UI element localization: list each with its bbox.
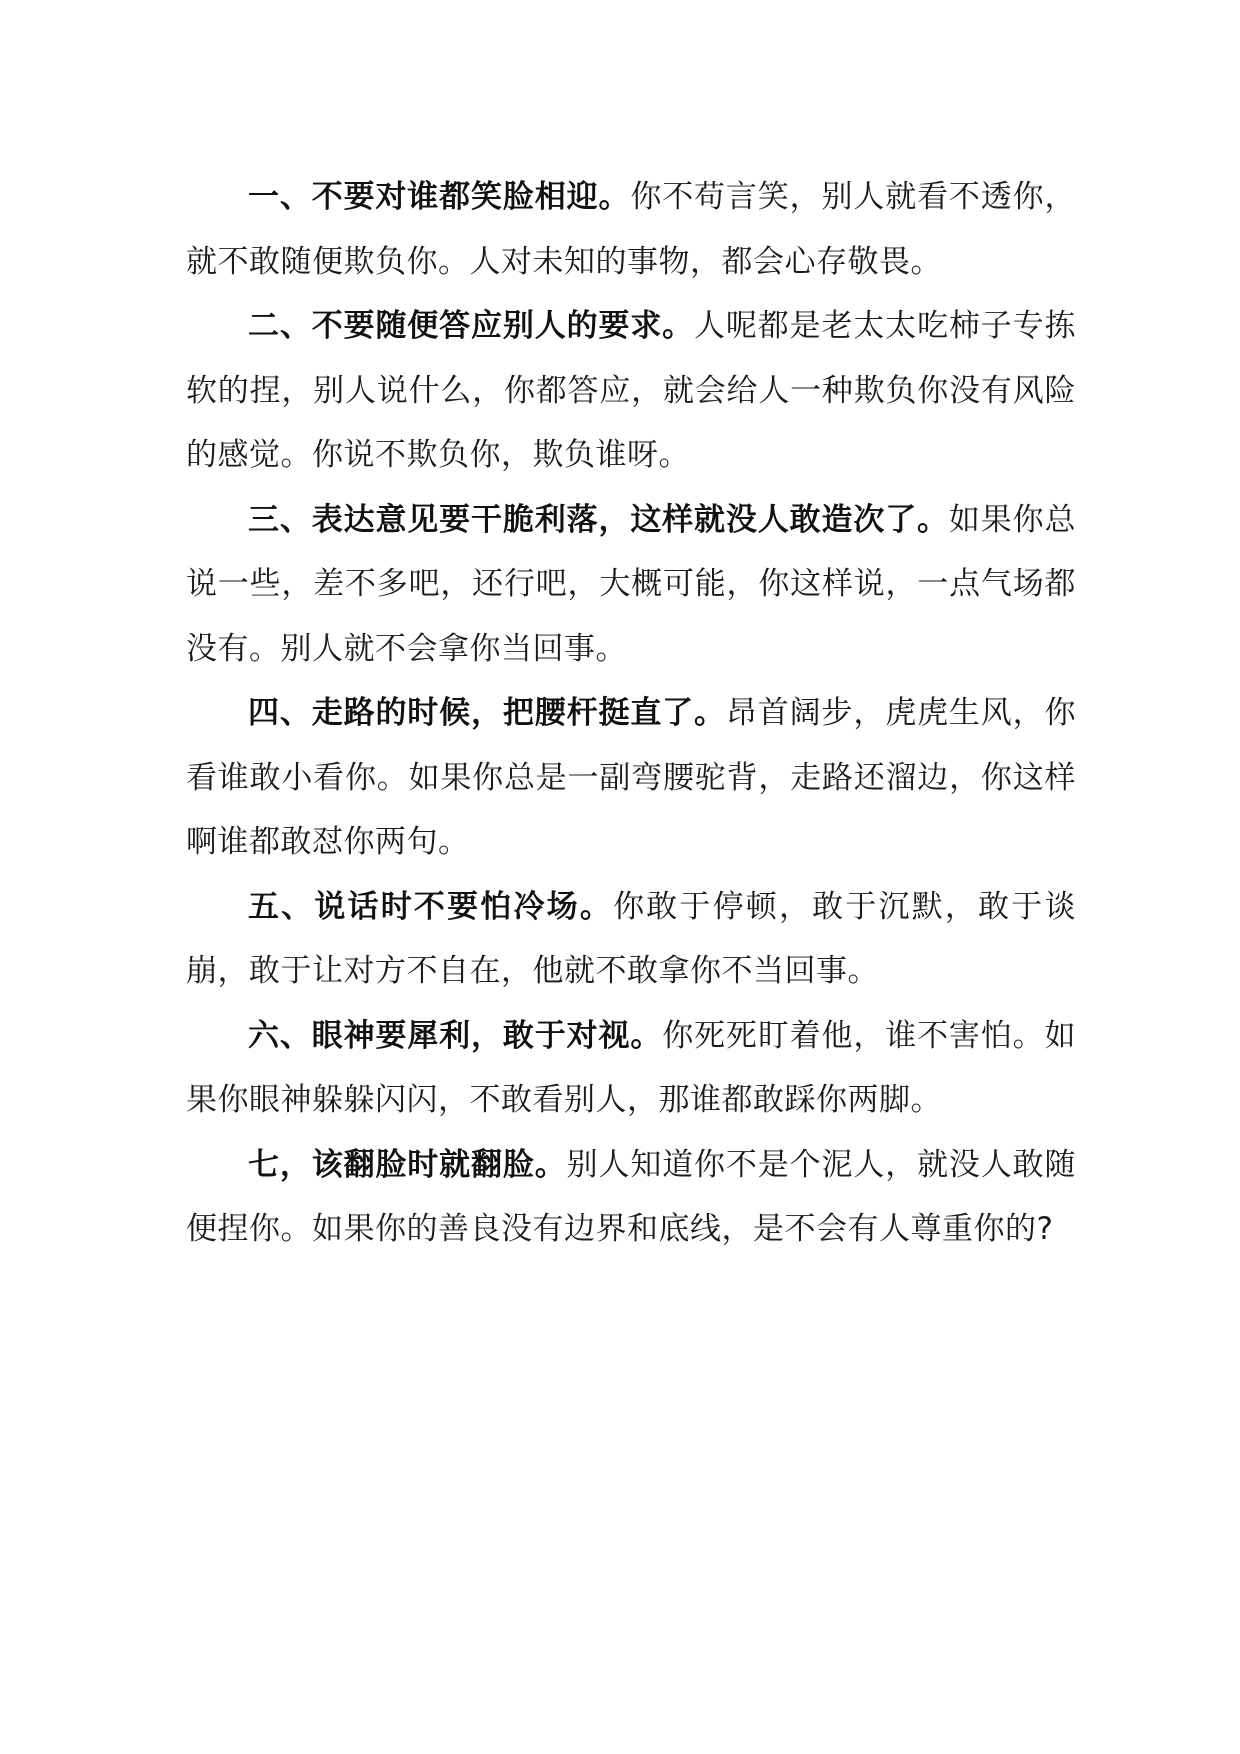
paragraph-text: 昂首阔步，虎虎生风，你看谁敢小看你。如果你总是一副弯腰驼背，走路还溜边，你这样啊谁都敢怼你两句。 xyxy=(186,695,1077,860)
paragraph-text: 你敢于停顿，敢于沉默，敢于谈崩，敢于让对方不自在，他就不敢拿你不当回事。 xyxy=(186,888,1076,989)
paragraph-heading: 七，该翻脸时就翻脸。 xyxy=(248,1146,567,1183)
paragraph-heading: 二、不要随便答应别人的要求。 xyxy=(248,308,695,344)
paragraph xyxy=(186,1004,1076,1133)
paragraph xyxy=(186,681,1076,875)
paragraph-heading: 五、说话时不要怕冷场。 xyxy=(248,888,614,925)
paragraph xyxy=(186,875,1076,1004)
paragraph xyxy=(186,1133,1076,1262)
paragraph xyxy=(186,165,1076,294)
paragraph-heading: 六、眼神要犀利，敢于对视。 xyxy=(248,1017,663,1054)
paragraph-text: 别人知道你不是个泥人，就没人敢随便捏你。如果你的善良没有边界和底线，是不会有人尊重你的? xyxy=(186,1146,1077,1247)
paragraph-heading: 四、走路的时候，把腰杆挺直了。 xyxy=(248,695,726,731)
paragraph xyxy=(186,488,1076,682)
paragraph-text: 你不苟言笑，别人就看不透你，就不敢随便欺负你。人对未知的事物，都会心存敬畏。 xyxy=(186,179,1077,280)
document-body xyxy=(186,165,1076,1262)
paragraph xyxy=(186,294,1076,488)
paragraph-text: 你死死盯着他，谁不害怕。如果你眼神躲躲闪闪，不敢看别人，那谁都敢踩你两脚。 xyxy=(186,1017,1077,1118)
paragraph-heading: 一、不要对谁都笑脸相迎。 xyxy=(248,179,631,215)
paragraph-text: 人呢都是老太太吃柿子专拣软的捏，别人说什么，你都答应，就会给人一种欺负你没有风险的感觉。你说不欺负你，欺负谁呀。 xyxy=(186,308,1077,473)
paragraph-text: 如果你总说一些，差不多吧，还行吧，大概可能，你这样说，一点气场都没有。别人就不会拿你当回事。 xyxy=(186,501,1077,667)
paragraph-heading: 三、表达意见要干脆利落，这样就没人敢造次了。 xyxy=(248,501,949,538)
